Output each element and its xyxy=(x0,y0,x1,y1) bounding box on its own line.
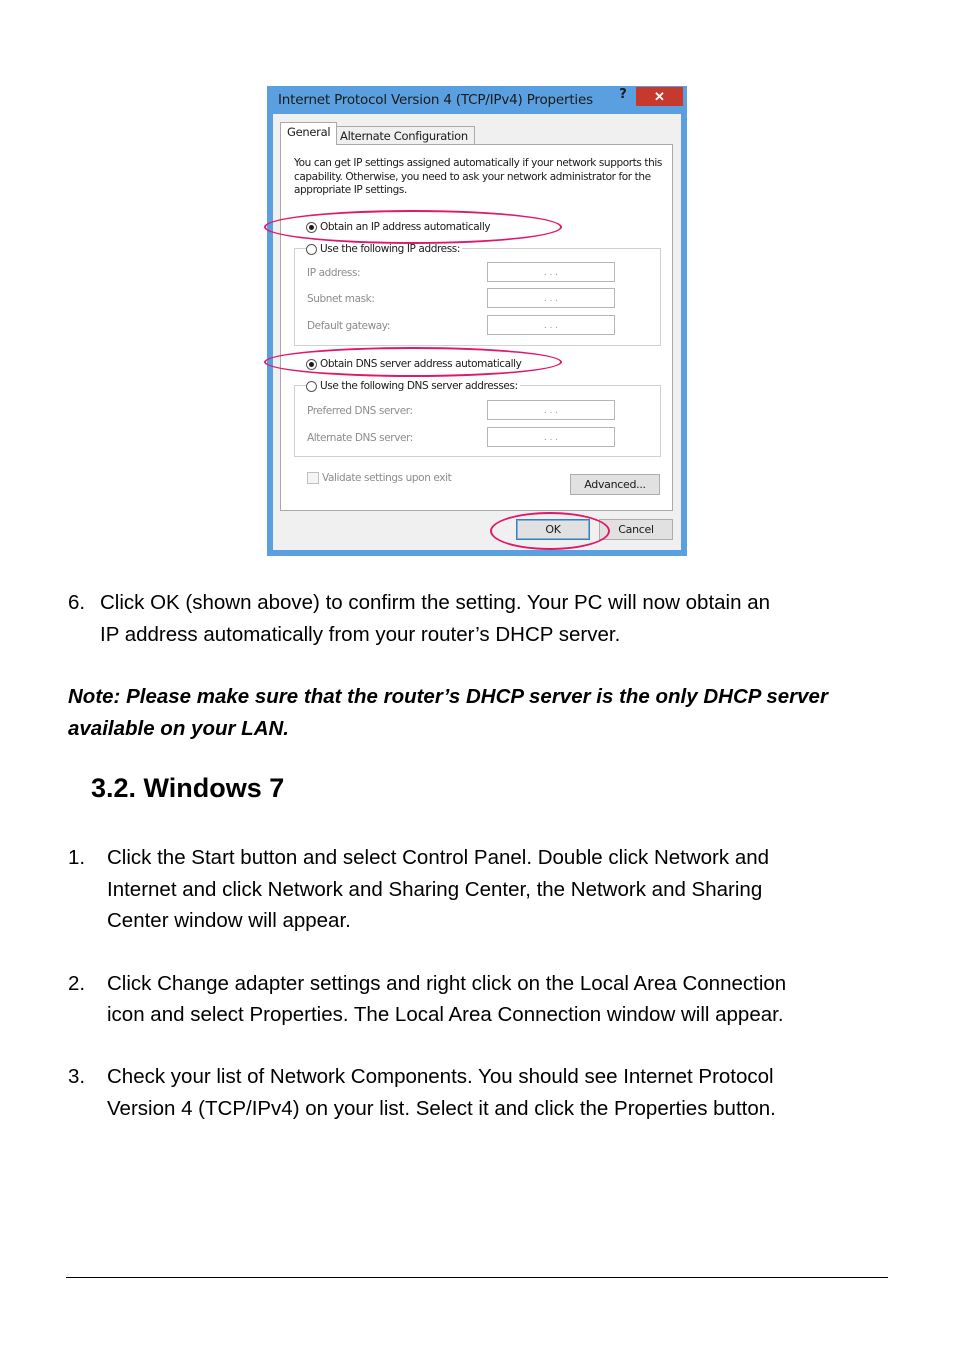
ip-address-label: IP address: xyxy=(307,267,361,279)
section-heading: 3.2. Windows 7 xyxy=(91,773,285,803)
default-gateway-field xyxy=(487,315,615,335)
validate-option xyxy=(307,472,451,484)
step1-line2: Internet and click Network and Sharing Center, the Network and Sharing xyxy=(107,878,763,901)
validate-checkbox xyxy=(307,472,319,484)
ip-auto-radio[interactable] xyxy=(306,222,317,233)
step1-number: 1. xyxy=(68,846,86,869)
ip-manual-radio[interactable] xyxy=(306,244,317,255)
alternate-dns-value: . . . xyxy=(544,431,558,443)
dns-auto-option[interactable] xyxy=(306,358,523,370)
step2-line1: Click Change adapter settings and right click on the Local Area Connection xyxy=(107,972,787,995)
step6-number: 6. xyxy=(68,591,86,614)
dns-auto-label: Obtain DNS server address automatically xyxy=(320,358,522,370)
note-line2: available on your LAN. xyxy=(68,717,289,740)
note-line1: Note: Please make sure that the router’s DHCP server is the only DHCP server xyxy=(68,685,828,708)
subnet-mask-value: . . . xyxy=(544,292,558,304)
preferred-dns-label: Preferred DNS server: xyxy=(307,405,413,417)
dns-auto-radio[interactable] xyxy=(306,359,317,370)
ip-manual-label: Use the following IP address: xyxy=(320,243,461,255)
ip-address-field xyxy=(487,262,615,282)
default-gateway-value: . . . xyxy=(544,319,558,331)
preferred-dns-field xyxy=(487,400,615,420)
ip-auto-label: Obtain an IP address automatically xyxy=(320,221,491,233)
tab-general[interactable]: General xyxy=(280,122,337,145)
subnet-mask-label: Subnet mask: xyxy=(307,293,375,305)
preferred-dns-value: . . . xyxy=(544,404,558,416)
dialog-title: Internet Protocol Version 4 (TCP/IPv4) Properties xyxy=(278,92,593,108)
intro-text: You can get IP settings assigned automatically if your network supports this capability. Otherwise, you need to ask your network administrator for the appropriate IP settings. xyxy=(294,157,662,196)
footer-rule xyxy=(66,1277,888,1278)
cancel-button[interactable]: Cancel xyxy=(599,519,673,540)
ipv4-properties-dialog xyxy=(267,86,687,556)
alternate-dns-label: Alternate DNS server: xyxy=(307,432,413,444)
step3-line2: Version 4 (TCP/IPv4) on your list. Select it and click the Properties button. xyxy=(107,1097,776,1120)
step1-line1: Click the Start button and select Control Panel. Double click Network and xyxy=(107,846,770,869)
default-gateway-label: Default gateway: xyxy=(307,320,390,332)
ip-manual-option[interactable] xyxy=(306,243,462,255)
ip-auto-option[interactable] xyxy=(306,221,492,233)
advanced-button[interactable]: Advanced... xyxy=(570,474,660,495)
ok-button[interactable]: OK xyxy=(516,519,590,540)
dns-manual-label: Use the following DNS server addresses: xyxy=(320,380,518,392)
step6-line1: Click OK (shown above) to confirm the setting. Your PC will now obtain an xyxy=(100,591,770,614)
step2-line2: icon and select Properties. The Local Area Connection window will appear. xyxy=(107,1003,784,1026)
close-icon: ✕ xyxy=(654,89,665,104)
dns-manual-option[interactable] xyxy=(306,380,520,392)
step6-line2: IP address automatically from your router’s DHCP server. xyxy=(100,623,621,646)
step3-number: 3. xyxy=(68,1065,86,1088)
validate-label: Validate settings upon exit xyxy=(322,472,452,484)
step1-line3: Center window will appear. xyxy=(107,909,351,932)
tab-alternate-configuration[interactable]: Alternate Configuration xyxy=(333,126,475,145)
dialog-body xyxy=(273,114,681,550)
subnet-mask-field xyxy=(487,288,615,308)
help-button[interactable]: ? xyxy=(619,87,627,102)
step2-number: 2. xyxy=(68,972,86,995)
close-button[interactable] xyxy=(636,87,683,106)
alternate-dns-field xyxy=(487,427,615,447)
step3-line1: Check your list of Network Components. You should see Internet Protocol xyxy=(107,1065,774,1088)
general-panel xyxy=(280,144,673,511)
dns-manual-radio[interactable] xyxy=(306,381,317,392)
ip-address-value: . . . xyxy=(544,266,558,278)
